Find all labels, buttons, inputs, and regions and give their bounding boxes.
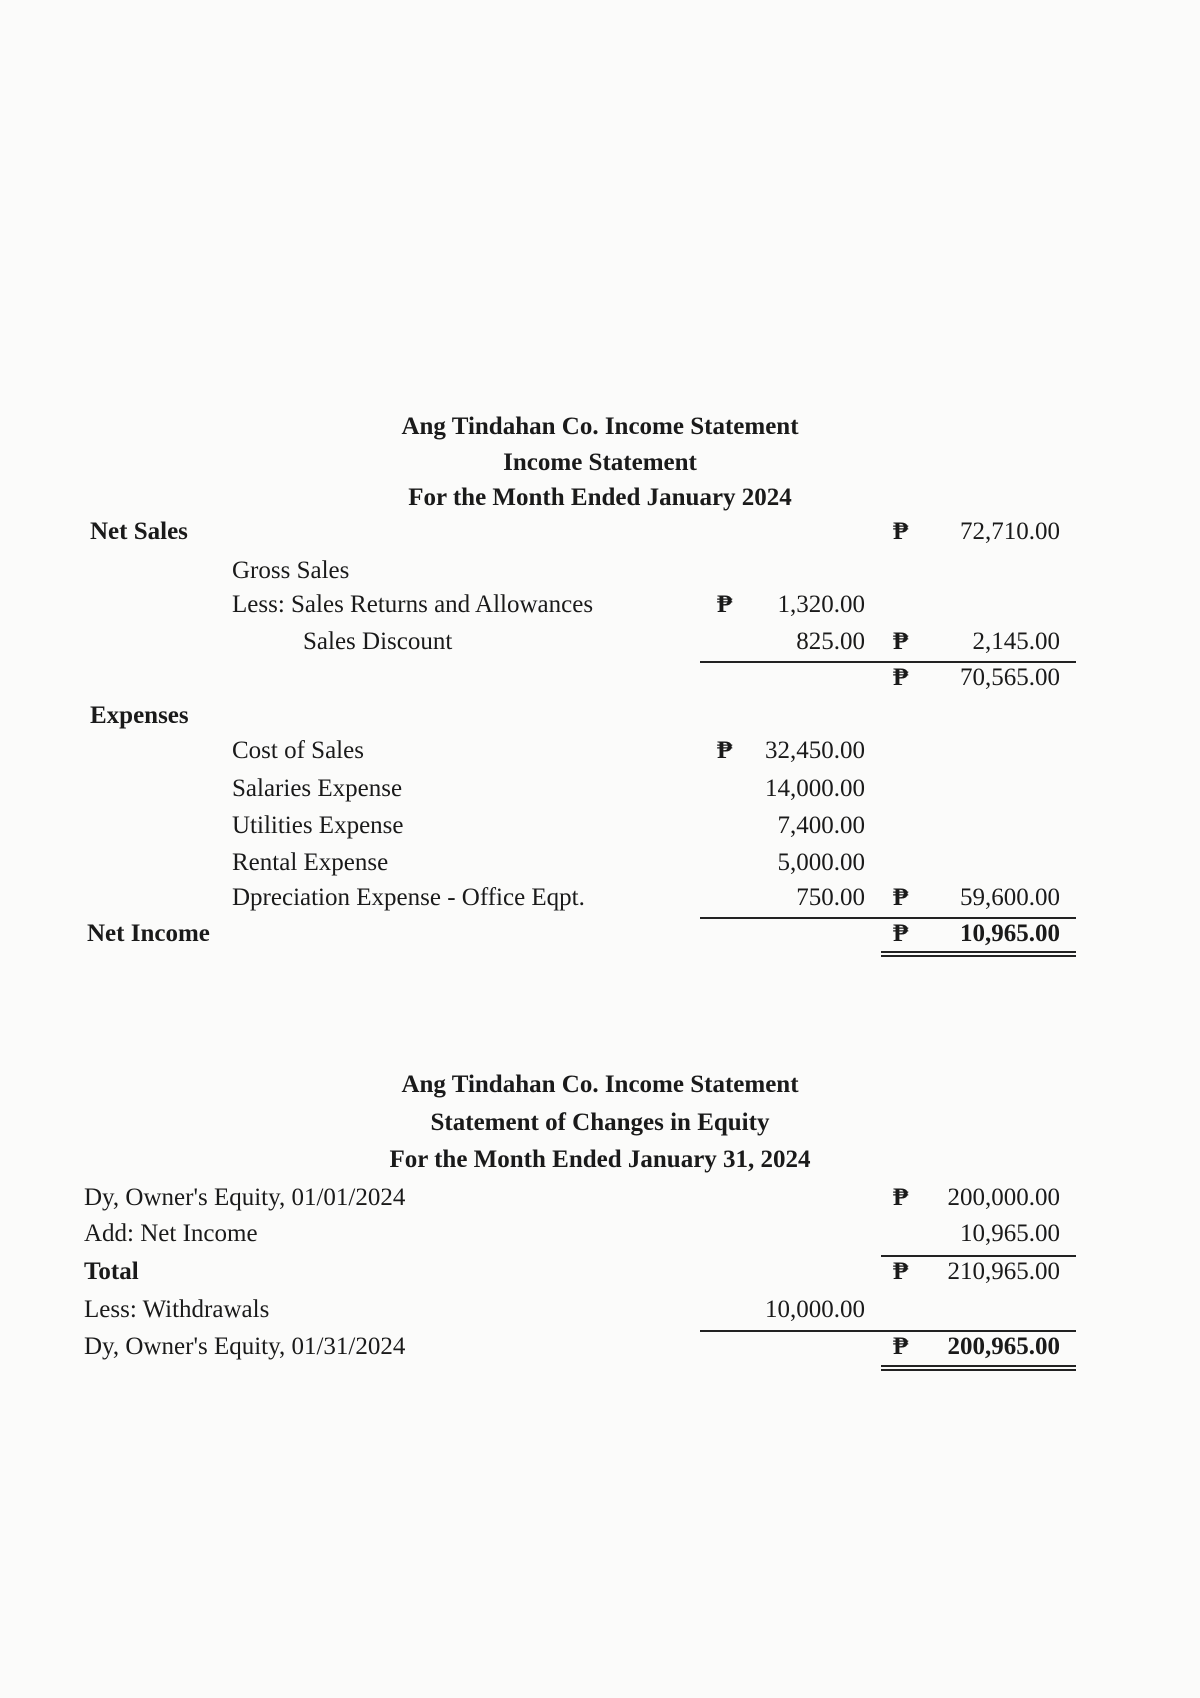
add-net-income-label: Add: Net Income — [84, 1220, 258, 1247]
expenses-total: 59,600.00 — [960, 884, 1060, 911]
income-statement-title: Ang Tindahan Co. Income Statement — [401, 413, 799, 440]
closing-equity-value: 200,965.00 — [947, 1333, 1060, 1360]
net-income-label: Net Income — [87, 920, 210, 947]
equity-statement-subtitle: Statement of Changes in Equity — [430, 1109, 770, 1136]
currency-symbol: ₱ — [893, 920, 909, 947]
gross-sales-label: Gross Sales — [232, 557, 350, 584]
expense-label: Cost of Sales — [232, 737, 364, 764]
currency-symbol: ₱ — [893, 628, 909, 655]
withdrawals-value: 10,000.00 — [765, 1296, 865, 1323]
currency-symbol: ₱ — [893, 664, 909, 691]
expense-value: 7,400.00 — [777, 812, 865, 839]
currency-symbol: ₱ — [893, 1258, 909, 1285]
net-sales-after: 70,565.00 — [960, 664, 1060, 691]
opening-equity-label: Dy, Owner's Equity, 01/01/2024 — [84, 1184, 406, 1211]
currency-symbol: ₱ — [893, 1184, 909, 1211]
currency-symbol: ₱ — [717, 591, 733, 618]
equity-statement-period: For the Month Ended January 31, 2024 — [389, 1146, 811, 1173]
net-sales-label: Net Sales — [90, 518, 188, 545]
expense-label: Rental Expense — [232, 849, 389, 876]
currency-symbol: ₱ — [717, 737, 733, 764]
add-net-income-value: 10,965.00 — [960, 1220, 1060, 1247]
expense-value: 750.00 — [796, 884, 865, 911]
currency-symbol: ₱ — [893, 518, 909, 545]
expense-label: Salaries Expense — [232, 775, 403, 802]
expense-value: 5,000.00 — [777, 849, 865, 876]
expense-label: Dpreciation Expense - Office Eqpt. — [232, 884, 585, 911]
income-statement-period: For the Month Ended January 2024 — [408, 484, 792, 511]
currency-symbol: ₱ — [893, 884, 909, 911]
expenses-label: Expenses — [90, 702, 189, 729]
total-value: 210,965.00 — [947, 1258, 1060, 1285]
returns-value: 1,320.00 — [777, 591, 865, 618]
closing-equity-label: Dy, Owner's Equity, 01/31/2024 — [84, 1333, 406, 1360]
discount-value: 825.00 — [796, 628, 865, 655]
double-underline — [881, 951, 1076, 957]
withdrawals-label: Less: Withdrawals — [84, 1296, 270, 1323]
expense-value: 32,450.00 — [765, 737, 865, 764]
opening-equity-value: 200,000.00 — [947, 1184, 1060, 1211]
net-sales-value: 72,710.00 — [960, 518, 1060, 545]
double-underline — [881, 1365, 1076, 1371]
income-statement-subtitle: Income Statement — [503, 449, 697, 476]
equity-statement-title: Ang Tindahan Co. Income Statement — [401, 1071, 799, 1098]
deductions-total: 2,145.00 — [972, 628, 1060, 655]
net-income-value: 10,965.00 — [960, 920, 1060, 947]
returns-label: Less: Sales Returns and Allowances — [232, 591, 594, 618]
currency-symbol: ₱ — [893, 1333, 909, 1360]
discount-label: Sales Discount — [303, 628, 453, 655]
expense-label: Utilities Expense — [232, 812, 404, 839]
total-label: Total — [84, 1258, 139, 1285]
expense-value: 14,000.00 — [765, 775, 865, 802]
